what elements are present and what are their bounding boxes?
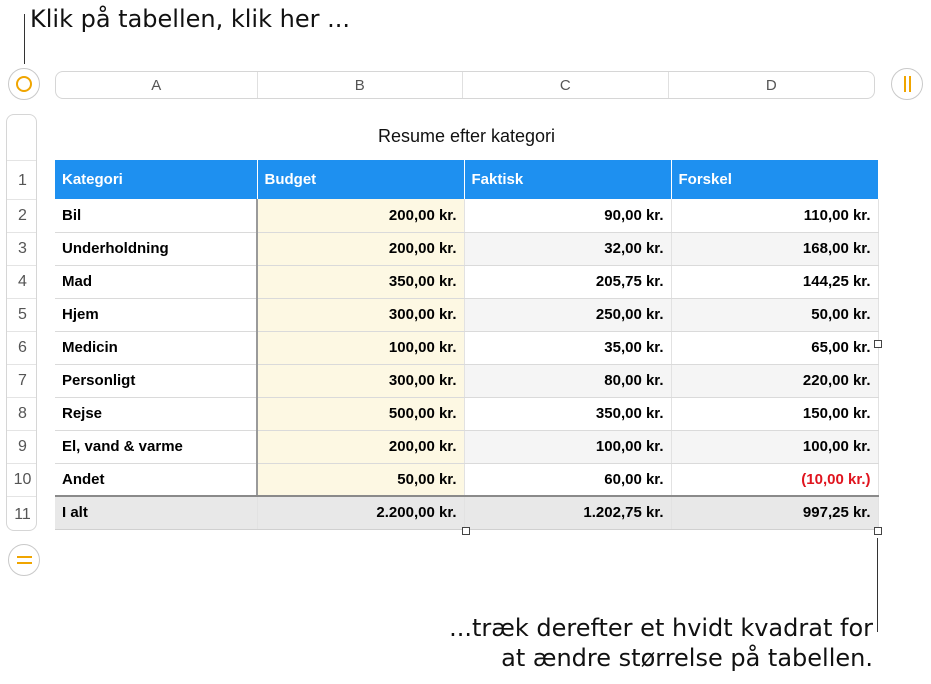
row-header-3[interactable]: 3 [18,240,27,257]
row-header-7[interactable]: 7 [18,372,27,389]
budget-cell[interactable]: 200,00 kr. [257,199,464,232]
table-row [55,463,878,496]
callout-bottom [449,613,873,673]
row-header-1[interactable]: 1 [18,172,27,189]
callout-bottom-leader [877,538,878,632]
table-row [55,232,878,265]
category-cell[interactable]: Medicin [55,331,257,364]
circle-select-icon [16,76,32,92]
add-row-button[interactable] [8,544,40,576]
budget-cell[interactable]: 300,00 kr. [257,364,464,397]
category-cell[interactable]: Mad [55,265,257,298]
budget-cell[interactable]: 200,00 kr. [257,430,464,463]
category-cell[interactable]: El, vand & varme [55,430,257,463]
budget-cell[interactable]: 350,00 kr. [257,265,464,298]
row-header-11[interactable]: 11 [14,506,31,523]
budget-cell[interactable]: 500,00 kr. [257,397,464,430]
table-row [55,265,878,298]
category-cell[interactable]: Underholdning [55,232,257,265]
column-header-c[interactable]: C [463,72,669,98]
column-header-b[interactable]: B [258,72,464,98]
table-row [55,199,878,232]
difference-cell[interactable]: 150,00 kr. [671,397,878,430]
budget-cell[interactable]: 300,00 kr. [257,298,464,331]
summary-table[interactable] [55,160,879,530]
header-cell[interactable]: Kategori [55,160,257,199]
row-header-5[interactable]: 5 [18,306,27,323]
table-row [55,364,878,397]
difference-cell[interactable]: 50,00 kr. [671,298,878,331]
select-table-button[interactable] [8,68,40,100]
difference-cell[interactable]: 110,00 kr. [671,199,878,232]
actual-cell[interactable]: 90,00 kr. [464,199,671,232]
table-row [55,298,878,331]
column-handle-icon [904,76,911,92]
column-header-bar [55,71,875,99]
add-column-button[interactable] [891,68,923,100]
total-difference-cell[interactable]: 997,25 kr. [671,496,878,529]
category-cell[interactable]: Rejse [55,397,257,430]
resize-handle-corner[interactable] [874,527,882,535]
category-cell[interactable]: Andet [55,463,257,496]
actual-cell[interactable]: 60,00 kr. [464,463,671,496]
header-cell[interactable]: Budget [257,160,464,199]
category-cell[interactable]: Personligt [55,364,257,397]
row-header-9[interactable]: 9 [18,438,27,455]
total-budget-cell[interactable]: 2.200,00 kr. [257,496,464,529]
actual-cell[interactable]: 80,00 kr. [464,364,671,397]
category-cell[interactable]: Bil [55,199,257,232]
difference-cell[interactable]: 168,00 kr. [671,232,878,265]
callout-bottom-line1: ...træk derefter et hvidt kvadrat for [449,614,873,642]
difference-cell[interactable]: 65,00 kr. [671,331,878,364]
budget-cell[interactable]: 200,00 kr. [257,232,464,265]
difference-cell[interactable]: 100,00 kr. [671,430,878,463]
row-header-4[interactable]: 4 [18,273,27,290]
row-header-10[interactable]: 10 [13,471,32,488]
row-header-2[interactable]: 2 [18,207,27,224]
column-header-a[interactable]: A [56,72,258,98]
budget-cell[interactable]: 100,00 kr. [257,331,464,364]
actual-cell[interactable]: 32,00 kr. [464,232,671,265]
difference-cell[interactable]: 144,25 kr. [671,265,878,298]
total-row [55,496,878,529]
actual-cell[interactable]: 205,75 kr. [464,265,671,298]
actual-cell[interactable]: 350,00 kr. [464,397,671,430]
row-header-8[interactable]: 8 [18,405,27,422]
table-row [55,397,878,430]
row-handle-icon [17,556,32,564]
table-title[interactable]: Resume efter kategori [377,126,556,146]
callout-top-leader [24,14,25,64]
header-row [55,160,878,199]
total-actual-cell[interactable]: 1.202,75 kr. [464,496,671,529]
difference-cell[interactable]: 220,00 kr. [671,364,878,397]
callout-top: Klik på tabellen, klik her ... [30,5,350,33]
difference-cell-negative[interactable]: (10,00 kr.) [671,463,878,496]
row-header-6[interactable]: 6 [18,339,27,356]
category-cell[interactable]: Hjem [55,298,257,331]
budget-cell[interactable]: 50,00 kr. [257,463,464,496]
header-cell[interactable]: Forskel [671,160,878,199]
column-header-d[interactable]: D [765,76,777,94]
actual-cell[interactable]: 35,00 kr. [464,331,671,364]
callout-bottom-line2: at ændre størrelse på tabellen. [501,644,873,672]
header-cell[interactable]: Faktisk [464,160,671,199]
table-row [55,331,878,364]
total-label-cell[interactable]: I alt [55,496,257,529]
resize-handle-right[interactable] [874,340,882,348]
actual-cell[interactable]: 100,00 kr. [464,430,671,463]
resize-handle-bottom[interactable] [462,527,470,535]
row-header-bar [6,114,37,531]
actual-cell[interactable]: 250,00 kr. [464,298,671,331]
table-row [55,430,878,463]
